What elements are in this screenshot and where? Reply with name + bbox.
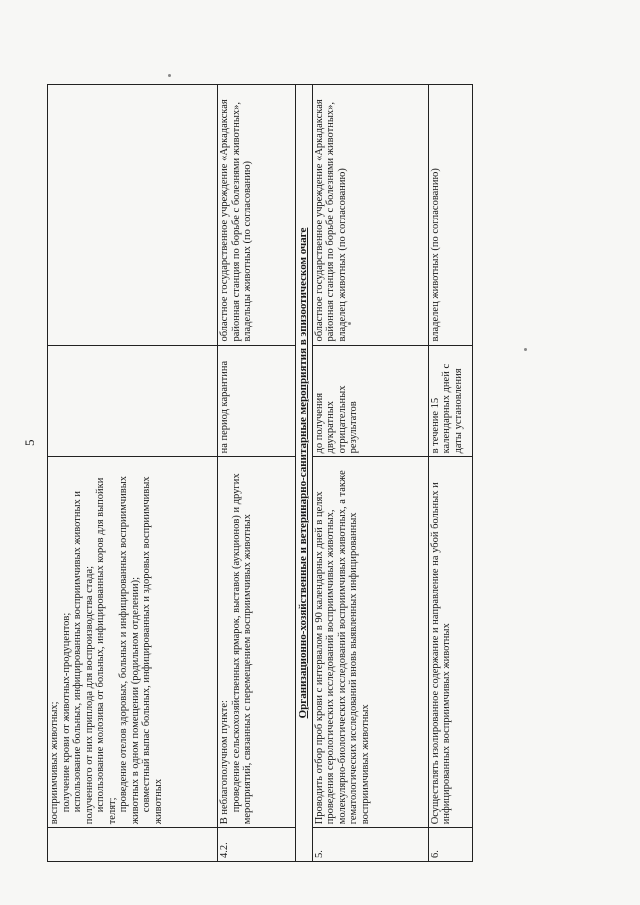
measure-text: Осуществлять изолированное содержание и направление на убой больных и инфицированных восприимчивых животных (428, 457, 472, 828)
table-row (312, 85, 428, 862)
period-cell (48, 345, 218, 457)
scan-speck (168, 74, 171, 77)
section-heading-row (296, 85, 313, 862)
scan-speck (348, 322, 351, 325)
rotated-table-container (47, 84, 477, 862)
page-number: 5 (22, 439, 37, 446)
row-number: 5. (312, 828, 428, 862)
table-row (428, 85, 472, 862)
responsible-cell: областное государственное учреждение «Аркадакская районная станция по борьбе с болезнями животных», владельцы животных (по согласованию) (218, 85, 296, 346)
measure-text (218, 457, 296, 828)
row-number (48, 828, 218, 862)
measure-line: использование молозива от больных, инфицированных коров для выпойки телят; (95, 477, 118, 825)
measure-text (48, 457, 218, 828)
responsible-cell (48, 85, 218, 346)
table-row (218, 85, 296, 862)
scan-speck (524, 348, 527, 351)
row-number: 6. (428, 828, 472, 862)
measure-text: Проводить отбор проб крови с интервалом в 90 календарных дней в целях проведения серологических исследований восприимчивых животных, молекулярно-биологических исследований восприимчивых животных, а также гематологических исследований вновь выявленных инфицированных восприимчивых животных (312, 457, 428, 828)
responsible-cell: областное государственное учреждение «Аркадакская районная станция по борьбе с болезнями животных», владелец животных (по согласованию) (312, 85, 428, 346)
period-cell: в течение 15 календарных дней с даты установления (428, 345, 472, 457)
row-number: 4.2. (218, 828, 296, 862)
measure-line: использование больных, инфицированных восприимчивых животных и полученного от них приплода для воспроизводства стада; (72, 490, 95, 825)
period-cell: на период карантина (218, 345, 296, 457)
responsible-cell: владелец животных (по согласованию) (428, 85, 472, 346)
measure-line: получение крови от животных-продуцентов; (60, 612, 72, 813)
measure-line: В неблагополучном пункте: (219, 700, 230, 825)
measures-table (47, 84, 473, 862)
section-heading: Организационно-хозяйственные и ветеринарно-санитарные мероприятия в эпизоотическом очаге (296, 85, 313, 862)
period-cell: до получения двукратных отрицательных результатов (312, 345, 428, 457)
measure-line: восприимчивых животных; (49, 701, 60, 825)
measure-line: проведение сельскохозяйственных ярмарок, выставок (аукционов) и других мероприятий, связанных с перемещением восприимчивых животных (230, 473, 253, 825)
measure-line: проведение отелов здоровых, больных и инфицированных восприимчивых животных в одном помещении (родильном отделении); (118, 475, 141, 825)
measure-line: совместный выпас больных, инфицированных и здоровых восприимчивых животных (141, 476, 164, 825)
table-row (48, 85, 218, 862)
